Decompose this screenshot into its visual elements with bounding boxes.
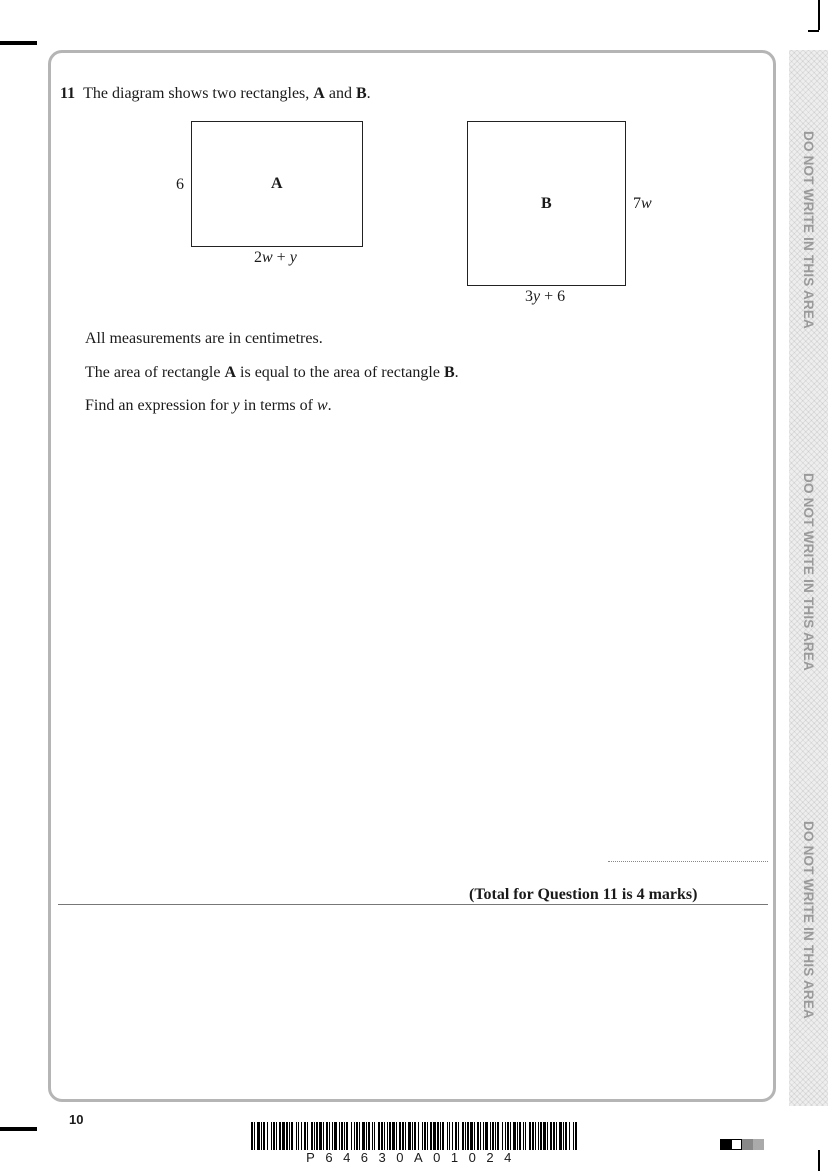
- barcode-bar: [387, 1122, 388, 1150]
- barcode-bar: [550, 1122, 552, 1150]
- barcode-bar: [540, 1122, 542, 1150]
- barcode-bar: [510, 1122, 511, 1150]
- barcode-bar: [513, 1122, 516, 1150]
- barcode-bar: [341, 1122, 343, 1150]
- page-number: 10: [69, 1112, 84, 1127]
- barcode-bar: [573, 1122, 574, 1150]
- barcode-bar: [535, 1122, 536, 1150]
- rectangle-b-height: [633, 195, 652, 213]
- intro-rect-a: A: [313, 85, 325, 102]
- total-marks: (Total for Question 11 is 4 marks): [469, 886, 698, 903]
- question-number: 11: [60, 85, 76, 102]
- marker-square-4: [753, 1139, 764, 1150]
- barcode-bar: [339, 1122, 340, 1150]
- page-marker-squares: [720, 1139, 764, 1150]
- barcode-bar: [547, 1122, 548, 1150]
- barcode-bar: [346, 1122, 348, 1150]
- barcode-bar: [356, 1122, 358, 1150]
- rect-b-width-plus6: + 6: [540, 288, 566, 305]
- barcode-bar: [323, 1122, 324, 1150]
- marker-square-2: [731, 1139, 742, 1150]
- intro-rect-b: B: [355, 85, 367, 102]
- do-not-write-strip: [789, 50, 828, 1106]
- barcode-bar: [538, 1122, 539, 1150]
- barcode-bar: [311, 1122, 313, 1150]
- barcode-bar: [543, 1122, 546, 1150]
- barcode-bar: [492, 1122, 494, 1150]
- barcode-bar: [354, 1122, 355, 1150]
- line2-b: B: [443, 364, 455, 381]
- barcode-bar: [254, 1122, 255, 1150]
- barcode-bar: [291, 1122, 293, 1150]
- barcode-bar: [276, 1122, 277, 1150]
- barcode-bar: [267, 1122, 268, 1150]
- crop-mark-bottom-right: [818, 1150, 820, 1171]
- barcode-bar: [480, 1122, 481, 1150]
- barcode-bar: [351, 1122, 352, 1150]
- barcode-bar: [455, 1122, 457, 1150]
- barcode-bar: [424, 1122, 426, 1150]
- barcode-bar: [418, 1122, 419, 1150]
- barcode-bar: [384, 1122, 385, 1150]
- barcode-bar: [532, 1122, 534, 1150]
- barcode-bar: [332, 1122, 333, 1150]
- barcode-bar: [344, 1122, 345, 1150]
- barcode-bar: [319, 1122, 322, 1150]
- barcode-bar: [402, 1122, 404, 1150]
- barcode-bar: [389, 1122, 391, 1150]
- side-notice-2: DO NOT WRITE IN THIS AREA: [801, 473, 816, 671]
- barcode-bar: [296, 1122, 297, 1150]
- barcode-bar: [396, 1122, 397, 1150]
- body-line-1: All measurements are in centimetres.: [85, 330, 323, 347]
- barcode-bar: [414, 1122, 416, 1150]
- barcode-bar: [301, 1122, 302, 1150]
- barcode-bar: [282, 1122, 285, 1150]
- line3-w: w: [316, 397, 328, 414]
- line3-post: .: [327, 397, 332, 414]
- barcode-bar: [477, 1122, 479, 1150]
- line2-pre: The area of rectangle: [85, 364, 225, 381]
- barcode-bar: [326, 1122, 328, 1150]
- barcode-bar: [257, 1122, 260, 1150]
- barcode-bar: [366, 1122, 367, 1150]
- barcode-bar: [470, 1122, 473, 1150]
- body-line-2: [85, 363, 459, 383]
- barcode-bar: [314, 1122, 315, 1150]
- barcode-bar: [374, 1122, 375, 1150]
- rectangle-a-height: 6: [176, 176, 184, 193]
- barcode-bar: [449, 1122, 450, 1150]
- barcode-bar: [467, 1122, 469, 1150]
- barcode-bar: [408, 1122, 411, 1150]
- barcode-bar: [368, 1122, 370, 1150]
- line2-mid: is equal to the area of rectangle: [236, 364, 444, 381]
- rectangle-b-label: B: [541, 195, 552, 212]
- barcode: [251, 1122, 577, 1150]
- barcode-bar: [575, 1122, 577, 1150]
- question-divider: [58, 904, 768, 905]
- barcode-bar: [565, 1122, 567, 1150]
- barcode-bar: [523, 1122, 524, 1150]
- side-notice-3: DO NOT WRITE IN THIS AREA: [801, 821, 816, 1019]
- marker-square-3: [742, 1139, 753, 1150]
- line2-a: A: [224, 364, 237, 381]
- rect-a-width-plus: +: [272, 249, 290, 266]
- barcode-bar: [392, 1122, 395, 1150]
- barcode-bar: [485, 1122, 488, 1150]
- barcode-bar: [381, 1122, 383, 1150]
- crop-mark-top-right-h: [808, 30, 819, 32]
- barcode-bar: [378, 1122, 380, 1150]
- barcode-bar: [399, 1122, 401, 1150]
- barcode-bar: [271, 1122, 272, 1150]
- barcode-bar: [289, 1122, 290, 1150]
- barcode-bar: [505, 1122, 506, 1150]
- line3-y: y: [232, 397, 240, 414]
- barcode-bar: [507, 1122, 509, 1150]
- barcode-bar: [405, 1122, 406, 1150]
- barcode-bar: [307, 1122, 308, 1150]
- rectangle-a-width: [254, 249, 297, 267]
- side-notice-1: DO NOT WRITE IN THIS AREA: [801, 131, 816, 329]
- barcode-bar: [279, 1122, 281, 1150]
- barcode-bar: [559, 1122, 562, 1150]
- barcode-bar: [490, 1122, 491, 1150]
- rect-b-width-y: y: [533, 288, 541, 305]
- rect-b-height-coef: 7: [633, 195, 641, 212]
- barcode-text: P64630A01024: [306, 1150, 522, 1165]
- marker-square-1: [720, 1139, 731, 1150]
- rect-a-width-y: y: [289, 249, 297, 266]
- barcode-bar: [553, 1122, 555, 1150]
- rectangle-b-width: [525, 288, 565, 306]
- body-line-3: [85, 396, 332, 416]
- line3-pre: Find an expression for: [85, 397, 233, 414]
- intro-period: .: [366, 85, 371, 102]
- barcode-bar: [447, 1122, 448, 1150]
- rect-b-height-w: w: [641, 195, 652, 212]
- barcode-bar: [517, 1122, 518, 1150]
- barcode-bar: [334, 1122, 337, 1150]
- barcode-bar: [569, 1122, 570, 1150]
- rect-a-width-w: w: [262, 249, 273, 266]
- barcode-bar: [495, 1122, 496, 1150]
- answer-line[interactable]: [608, 861, 768, 862]
- barcode-bar: [483, 1122, 484, 1150]
- barcode-bar: [359, 1122, 360, 1150]
- barcode-bar: [261, 1122, 262, 1150]
- barcode-bar: [458, 1122, 459, 1150]
- barcode-bar: [316, 1122, 318, 1150]
- barcode-bar: [329, 1122, 330, 1150]
- barcode-bar: [474, 1122, 475, 1150]
- crop-mark-top-right: [818, 0, 820, 30]
- barcode-bar: [442, 1122, 444, 1150]
- barcode-bar: [433, 1122, 436, 1150]
- rect-b-width-coef: 3: [525, 288, 533, 305]
- barcode-bar: [430, 1122, 432, 1150]
- barcode-bar: [263, 1122, 265, 1150]
- barcode-bar: [525, 1122, 526, 1150]
- barcode-bar: [556, 1122, 557, 1150]
- barcode-bar: [452, 1122, 453, 1150]
- barcode-bar: [462, 1122, 464, 1150]
- line2-post: .: [454, 364, 459, 381]
- barcode-bar: [251, 1122, 253, 1150]
- barcode-bar: [440, 1122, 441, 1150]
- crop-mark-top-left: [0, 41, 37, 45]
- rectangle-a-label: A: [271, 175, 283, 192]
- barcode-bar: [412, 1122, 413, 1150]
- barcode-bar: [298, 1122, 299, 1150]
- barcode-bar: [465, 1122, 466, 1150]
- answer-frame: [48, 50, 776, 1102]
- rect-a-width-coef: 2: [254, 249, 262, 266]
- barcode-bar: [422, 1122, 423, 1150]
- barcode-bar: [437, 1122, 439, 1150]
- barcode-bar: [563, 1122, 564, 1150]
- barcode-bar: [529, 1122, 531, 1150]
- question-heading: [60, 84, 371, 104]
- crop-mark-bottom-left: [0, 1127, 37, 1131]
- barcode-bar: [273, 1122, 275, 1150]
- line3-mid: in terms of: [239, 397, 317, 414]
- barcode-bar: [372, 1122, 373, 1150]
- barcode-bar: [502, 1122, 503, 1150]
- intro-and: and: [324, 85, 356, 102]
- barcode-bar: [519, 1122, 521, 1150]
- barcode-bar: [286, 1122, 288, 1150]
- barcode-bar: [497, 1122, 499, 1150]
- barcode-bar: [362, 1122, 365, 1150]
- barcode-bar: [304, 1122, 306, 1150]
- barcode-bar: [427, 1122, 428, 1150]
- question-intro: The diagram shows two rectangles,: [83, 85, 314, 102]
